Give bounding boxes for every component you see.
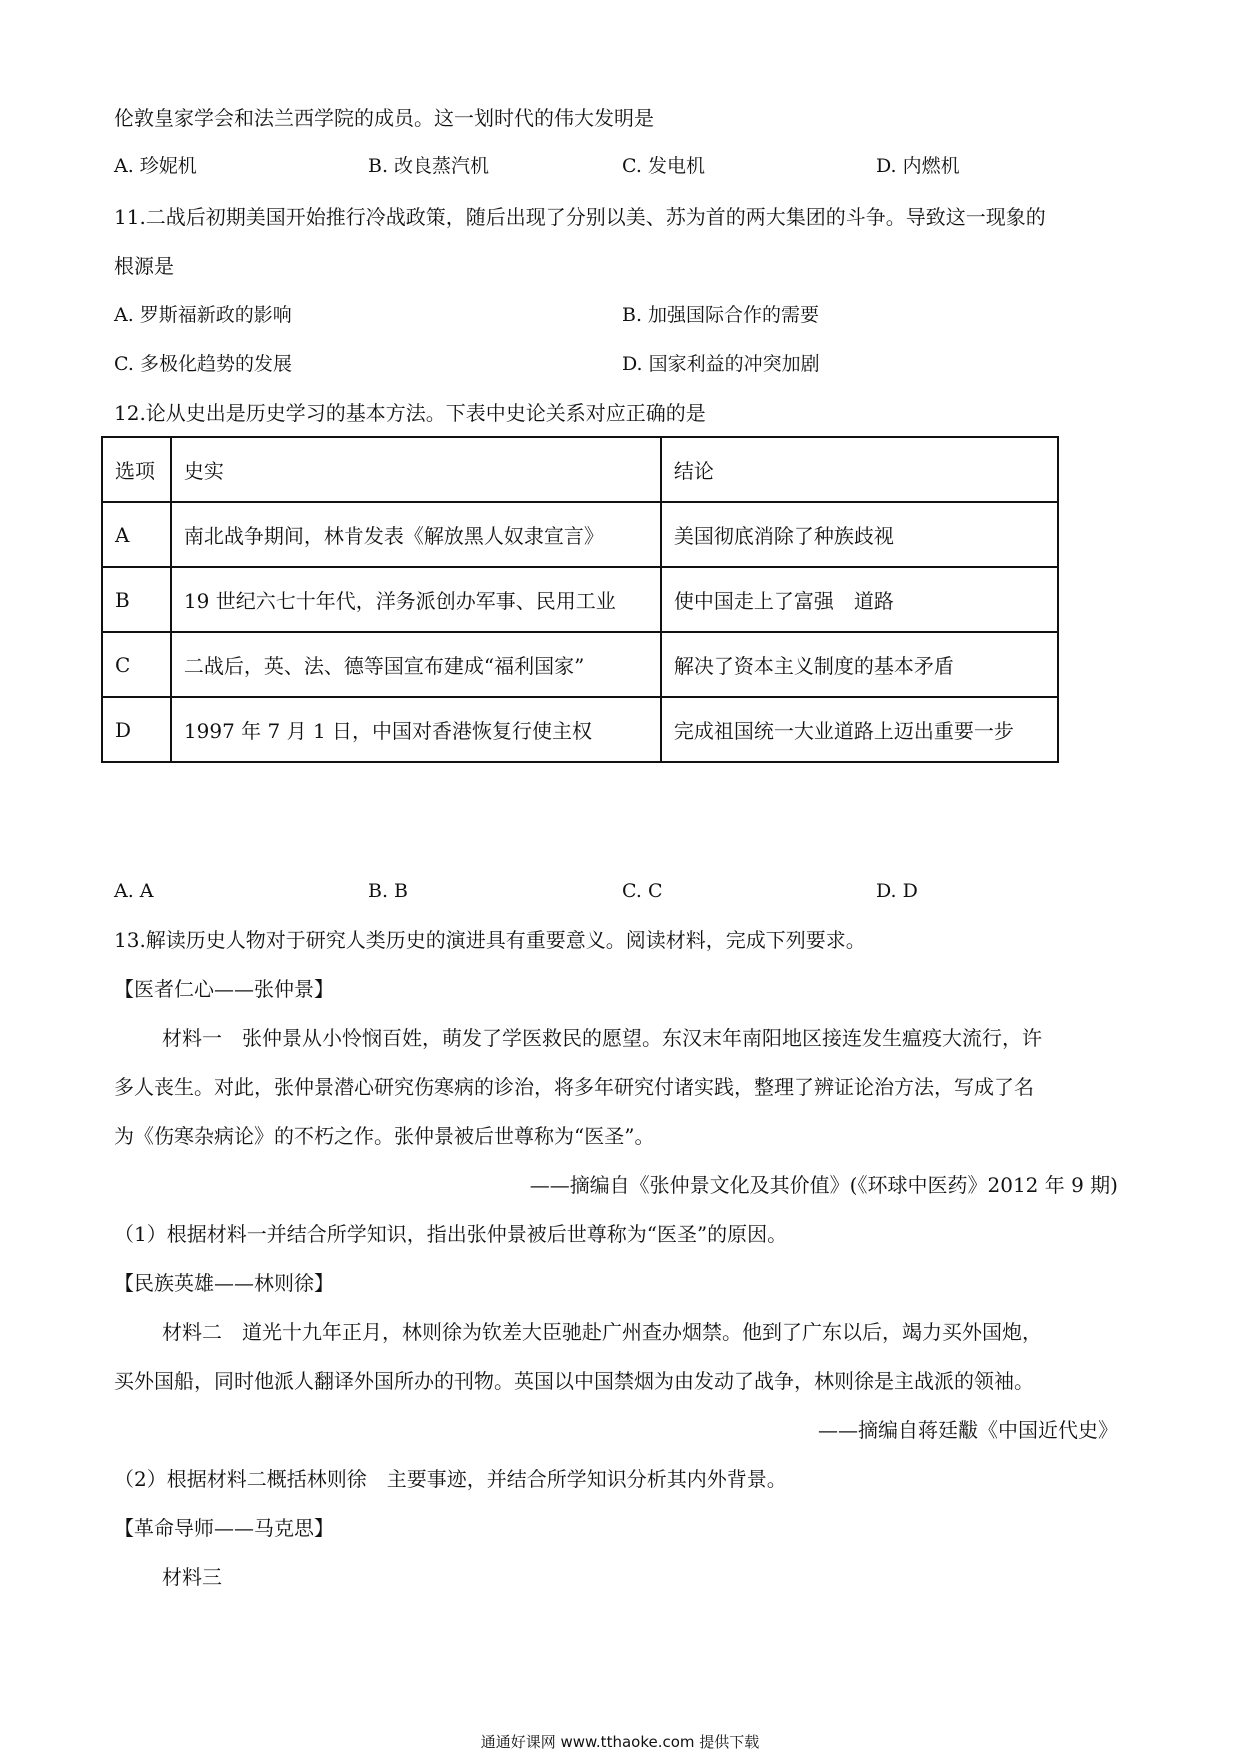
q12-option-a: A. A [114, 880, 154, 902]
row-conclusion-cell: 解决了资本主义制度的基本矛盾 [661, 632, 1058, 697]
q11-option-a: A. 罗斯福新政的影响 [114, 304, 292, 326]
header-option: 选项 [102, 437, 171, 502]
q13-source1: ——摘编自《张仲景文化及其价值》(《环球中医药》2012 年 9 期) [529, 1173, 1118, 1197]
table-row [102, 502, 1058, 567]
row-option-cell: B [102, 567, 171, 632]
q11-option-c: C. 多极化趋势的发展 [114, 353, 292, 375]
table-row [102, 697, 1058, 762]
q13-material2-line2: 买外国船，同时他派人翻译外国所办的刊物。英国以中国禁烟为由发动了战争，林则徐是主战派的领袖。 [114, 1369, 1034, 1393]
row-conclusion-cell: 美国彻底消除了种族歧视 [661, 502, 1058, 567]
q13-material1-line1: 材料一 张仲景从小怜悯百姓，萌发了学医救民的愿望。东汉末年南阳地区接连发生瘟疫大流行，许 [162, 1026, 1042, 1050]
q10-option-d: D. 内燃机 [876, 155, 960, 177]
q10-option-c: C. 发电机 [622, 155, 705, 177]
q12-option-b: B. B [368, 880, 409, 902]
q13-material2-line1: 材料二 道光十九年正月，林则徐为钦差大臣驰赴广州查办烟禁。他到了广东以后，竭力买外国炮， [162, 1320, 1042, 1344]
q11-option-b: B. 加强国际合作的需要 [622, 304, 820, 326]
q13-section1-title: 【医者仁心——张仲景】 [114, 977, 334, 1001]
q12-table [101, 436, 1059, 763]
q12-option-c: C. C [622, 880, 663, 902]
q13-material3-label: 材料三 [162, 1565, 222, 1589]
q13-section2-title: 【民族英雄——林则徐】 [114, 1271, 334, 1295]
q13-material1-line3: 为《伤寒杂病论》的不朽之作。张仲景被后世尊称为“医圣”。 [114, 1124, 655, 1148]
q13-source2: ——摘编自蒋廷黻《中国近代史》 [818, 1418, 1118, 1442]
q10-stem-tail: 伦敦皇家学会和法兰西学院的成员。这一划时代的伟大发明是 [114, 106, 654, 130]
table-row [102, 632, 1058, 697]
header-fact: 史实 [171, 437, 661, 502]
q13-material1-line2: 多人丧生。对此，张仲景潜心研究伤寒病的诊治，将多年研究付诸实践，整理了辨证论治方法，写成了名 [114, 1075, 1034, 1099]
row-fact-cell: 二战后，英、法、德等国宣布建成“福利国家” [171, 632, 661, 697]
q11-stem-line1: 11.二战后初期美国开始推行冷战政策，随后出现了分别以美、苏为首的两大集团的斗争。导致这一现象的 [114, 205, 1046, 229]
q10-option-b: B. 改良蒸汽机 [368, 155, 490, 177]
row-conclusion-cell: 使中国走上了富强 道路 [661, 567, 1058, 632]
q10-option-a: A. 珍妮机 [114, 155, 197, 177]
q11-stem-line2: 根源是 [114, 254, 174, 278]
row-option-cell: C [102, 632, 171, 697]
row-fact-cell: 南北战争期间，林肯发表《解放黑人奴隶宣言》 [171, 502, 661, 567]
q11-option-d: D. 国家利益的冲突加剧 [622, 353, 820, 375]
table-header-row [102, 437, 1058, 502]
q13-question2: （2）根据材料二概括林则徐 主要事迹，并结合所学知识分析其内外背景。 [114, 1467, 787, 1491]
row-conclusion-cell: 完成祖国统一大业道路上迈出重要一步 [661, 697, 1058, 762]
table-row [102, 567, 1058, 632]
row-option-cell: A [102, 502, 171, 567]
q13-stem: 13.解读历史人物对于研究人类历史的演进具有重要意义。阅读材料，完成下列要求。 [114, 928, 866, 952]
q13-section3-title: 【革命导师——马克思】 [114, 1516, 334, 1540]
row-option-cell: D [102, 697, 171, 762]
row-fact-cell: 19 世纪六七十年代，洋务派创办军事、民用工业 [171, 567, 661, 632]
row-fact-cell: 1997 年 7 月 1 日，中国对香港恢复行使主权 [171, 697, 661, 762]
q12-stem: 12.论从史出是历史学习的基本方法。下表中史论关系对应正确的是 [114, 401, 706, 425]
page-footer: 通通好课网 www.tthaoke.com 提供下载 [480, 1733, 760, 1751]
q13-question1: （1）根据材料一并结合所学知识，指出张仲景被后世尊称为“医圣”的原因。 [114, 1222, 788, 1246]
q12-option-d: D. D [876, 880, 918, 902]
header-conclusion: 结论 [661, 437, 1058, 502]
